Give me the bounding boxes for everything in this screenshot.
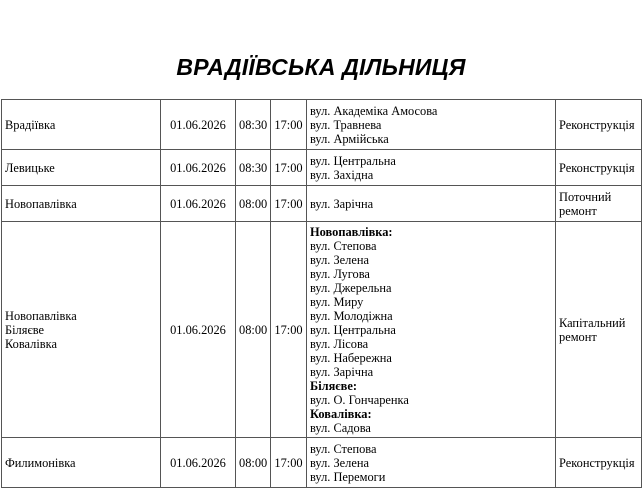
settlement-cell <box>2 100 161 150</box>
street-name: вул. Зарічна <box>310 196 374 211</box>
work-type-text: Капітальний <box>559 315 626 330</box>
settlement-heading: Новопавлівка: <box>310 224 393 239</box>
street-name: вул. Зелена <box>310 252 369 267</box>
work-type-text: ремонт <box>559 329 597 344</box>
time-from-value: 08:00 <box>239 322 268 337</box>
streets-cell <box>307 186 556 222</box>
work-type-cell <box>556 186 642 222</box>
street-name: вул. Академіка Амосова <box>310 103 438 118</box>
work-type-text: Реконструкція <box>559 160 635 175</box>
table-row <box>2 186 642 222</box>
work-type-text: Реконструкція <box>559 117 635 132</box>
time-to-cell <box>271 100 307 150</box>
time-to-cell <box>271 438 307 488</box>
settlement-name: Врадіївка <box>5 117 56 132</box>
time-from-cell <box>236 100 271 150</box>
settlement-cell <box>2 438 161 488</box>
settlement-heading: Біляєве: <box>310 378 357 393</box>
table-row <box>2 222 642 438</box>
date-value: 01.06.2026 <box>170 322 226 337</box>
streets-cell <box>307 150 556 186</box>
work-type-cell <box>556 438 642 488</box>
page-title: ВРАДІЇВСЬКА ДІЛЬНИЦЯ <box>176 54 466 80</box>
time-to-value: 17:00 <box>274 196 303 211</box>
time-from-value: 08:00 <box>239 196 268 211</box>
street-name: вул. Степова <box>310 441 377 456</box>
street-name: вул. Садова <box>310 420 371 435</box>
street-name: вул. Степова <box>310 238 377 253</box>
settlement-cell <box>2 150 161 186</box>
street-name: вул. Зарічна <box>310 364 374 379</box>
date-value: 01.06.2026 <box>170 117 226 132</box>
time-from-value: 08:30 <box>239 160 268 175</box>
streets-cell <box>307 222 556 438</box>
time-to-cell <box>271 222 307 438</box>
outage-schedule-table <box>1 99 642 488</box>
street-name: вул. Миру <box>310 294 364 309</box>
work-type-text: Реконструкція <box>559 455 635 470</box>
settlement-name: Новопавлівка <box>5 308 77 323</box>
street-name: вул. Лісова <box>310 336 369 351</box>
settlement-name: Ковалівка <box>5 336 57 351</box>
street-name: вул. Джерельна <box>310 280 392 295</box>
street-name: вул. Армійська <box>310 131 389 146</box>
streets-cell <box>307 100 556 150</box>
settlement-cell <box>2 186 161 222</box>
settlement-name: Левицьке <box>5 160 55 175</box>
street-name: вул. Набережна <box>310 350 392 365</box>
date-cell <box>161 222 236 438</box>
street-name: вул. Перемоги <box>310 469 386 484</box>
work-type-text: Поточний <box>559 189 612 204</box>
street-name: вул. О. Гончаренка <box>310 392 409 407</box>
time-to-value: 17:00 <box>274 455 303 470</box>
street-name: вул. Молодіжна <box>310 308 393 323</box>
work-type-cell <box>556 100 642 150</box>
street-name: вул. Лугова <box>310 266 370 281</box>
time-to-cell <box>271 150 307 186</box>
time-from-cell <box>236 438 271 488</box>
street-name: вул. Центральна <box>310 153 396 168</box>
time-from-cell <box>236 186 271 222</box>
work-type-cell <box>556 150 642 186</box>
table-row <box>2 438 642 488</box>
streets-cell <box>307 438 556 488</box>
date-cell <box>161 150 236 186</box>
time-from-cell <box>236 150 271 186</box>
table-row <box>2 100 642 150</box>
settlement-name: Новопавлівка <box>5 196 77 211</box>
date-cell <box>161 438 236 488</box>
street-name: вул. Центральна <box>310 322 396 337</box>
time-to-value: 17:00 <box>274 117 303 132</box>
settlement-name: Біляєве <box>5 322 45 337</box>
street-name: вул. Травнева <box>310 117 382 132</box>
work-type-cell <box>556 222 642 438</box>
time-from-value: 08:00 <box>239 455 268 470</box>
date-value: 01.06.2026 <box>170 455 226 470</box>
street-name: вул. Західна <box>310 167 374 182</box>
time-to-value: 17:00 <box>274 160 303 175</box>
time-to-cell <box>271 186 307 222</box>
settlement-name: Филимонівка <box>5 455 76 470</box>
settlement-cell <box>2 222 161 438</box>
street-name: вул. Зелена <box>310 455 369 470</box>
date-cell <box>161 100 236 150</box>
work-type-text: ремонт <box>559 203 597 218</box>
date-cell <box>161 186 236 222</box>
settlement-heading: Ковалівка: <box>310 406 372 421</box>
time-from-value: 08:30 <box>239 117 268 132</box>
date-value: 01.06.2026 <box>170 160 226 175</box>
time-from-cell <box>236 222 271 438</box>
date-value: 01.06.2026 <box>170 196 226 211</box>
table-row <box>2 150 642 186</box>
time-to-value: 17:00 <box>274 322 303 337</box>
